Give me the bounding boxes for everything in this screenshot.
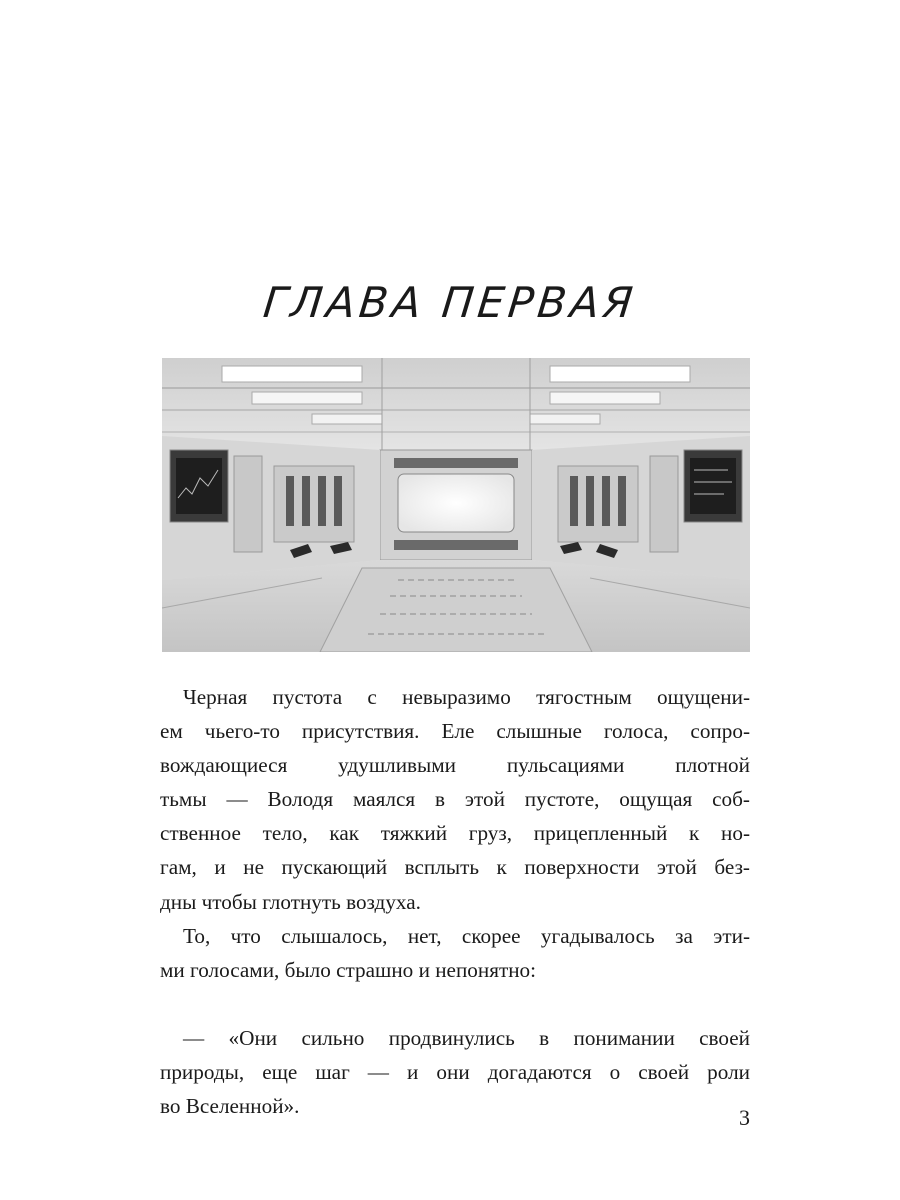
text-line: ми голосами, было страшно и непонятно: [160, 957, 537, 982]
text-line: вождающиеся удушливыми пульсациями плотной [160, 753, 750, 778]
text-line: Черная пустота с невыразимо тягостным ощущени- [183, 685, 750, 709]
page-number: 3 [739, 1105, 750, 1130]
chapter-body-text [160, 680, 750, 1123]
chapter-title: ГЛАВА ПЕРВАЯ [261, 278, 639, 327]
text-line: ем чьего-то присутствия. Еле слышные голоса, сопро- [160, 719, 750, 744]
text-line: ственное тело, как тяжкий груз, прицепленный к но- [160, 821, 750, 846]
text-line: То, что слышалось, нет, скорее угадывалось за эти- [183, 923, 750, 948]
text-line: гам, и не пускающий всплыть к поверхности этой без- [160, 855, 750, 880]
text-line: во Вселенной». [160, 1094, 300, 1119]
text-line: тьмы — Володя маялся в этой пустоте, ощущая соб- [160, 787, 750, 812]
spaceship-corridor-illustration [162, 358, 750, 652]
text-line: природы, еще шаг — и они догадаются о своей роли [160, 1059, 750, 1084]
text-line: — «Они сильно продвинулись в понимании своей [183, 1025, 750, 1050]
text-line: дны чтобы глотнуть воздуха. [160, 889, 421, 914]
paragraph-gap [160, 987, 750, 1021]
